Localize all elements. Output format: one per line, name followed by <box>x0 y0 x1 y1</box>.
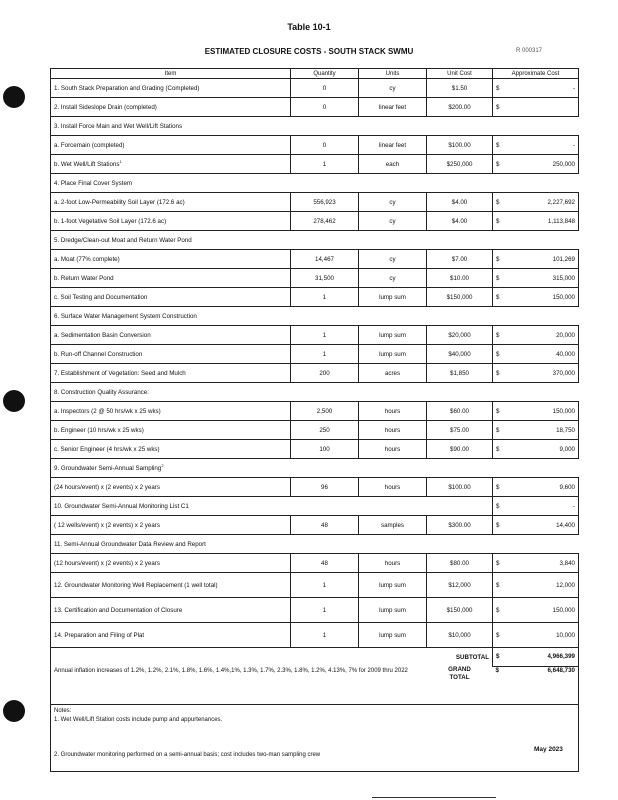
units-cell: lump sum <box>359 345 427 364</box>
approx-cost-cell: $ 20,000 <box>493 326 579 345</box>
approx-cost-cell: $ 9,600 <box>493 478 579 497</box>
table-row <box>51 250 579 269</box>
item-cell: b. Run-off Channel Construction <box>51 345 291 364</box>
quantity-cell: 2,500 <box>291 402 359 421</box>
item-cell: a. Forcemain (completed) <box>51 136 291 155</box>
item-cell: a. Inspectors (2 @ 50 hrs/wk x 25 wks) <box>51 402 291 421</box>
units-cell: hours <box>359 478 427 497</box>
quantity-cell: 200 <box>291 364 359 383</box>
quantity-cell: 250 <box>291 421 359 440</box>
units-cell: cy <box>359 212 427 231</box>
table-row <box>51 269 579 288</box>
quantity-cell: 556,923 <box>291 193 359 212</box>
unit-cost-cell: $10,000 <box>427 623 493 648</box>
item-cell: 13. Certification and Documentation of Closure <box>51 598 291 623</box>
approx-cost-cell: $ - <box>493 497 579 516</box>
notes-block <box>51 705 579 772</box>
table-header-row <box>51 69 579 79</box>
unit-cost-cell: $80.00 <box>427 554 493 573</box>
units-cell: lump sum <box>359 326 427 345</box>
unit-cost-cell: $150,000 <box>427 598 493 623</box>
units-cell: samples <box>359 516 427 535</box>
section-label: 5. Dredge/Clean-out Moat and Return Water Pond <box>51 231 579 250</box>
quantity-cell: 14,467 <box>291 250 359 269</box>
unit-cost-cell: $300.00 <box>427 516 493 535</box>
table-row <box>51 516 579 535</box>
unit-cost-cell: $20,000 <box>427 326 493 345</box>
subtotal-row <box>51 648 579 667</box>
header-approx-cost: Approximate Cost <box>493 69 579 79</box>
inflation-note: Annual inflation increases of 1.2%, 1.2%, 2.1%, 1.8%, 1.6%, 1.4%,1%, 1.3%, 1.7%, 2.3%, 1.8%, 1.2%, 4.13%, 7% for 2009 thru 2022 <box>51 666 427 705</box>
unit-cost-cell: $150,000 <box>427 288 493 307</box>
document-number: R 000317 <box>516 48 543 54</box>
approx-cost-cell: $ 1,113,848 <box>493 212 579 231</box>
quantity-cell: 48 <box>291 516 359 535</box>
quantity-cell: 1 <box>291 598 359 623</box>
section-label: 4. Place Final Cover System <box>51 174 579 193</box>
units-cell: cy <box>359 79 427 98</box>
approx-cost-cell: $ 150,000 <box>493 598 579 623</box>
approx-cost-cell: $ - <box>493 79 579 98</box>
unit-cost-cell: $100.00 <box>427 478 493 497</box>
unit-cost-cell: $10.00 <box>427 269 493 288</box>
units-cell: hours <box>359 402 427 421</box>
units-cell: lump sum <box>359 288 427 307</box>
approx-cost-cell: $ 3,840 <box>493 554 579 573</box>
page-title: Table 10-1 <box>287 22 331 32</box>
item-cell: a. Moat (77% complete) <box>51 250 291 269</box>
header-units: Units <box>359 69 427 79</box>
table-row <box>51 193 579 212</box>
item-cell: 1. South Stack Preparation and Grading (Completed) <box>51 79 291 98</box>
item-cell: ( 12 wells/event) x (2 events) x 2 years <box>51 516 291 535</box>
quantity-cell: 1 <box>291 326 359 345</box>
item-cell: 14. Preparation and Filing of Plat <box>51 623 291 648</box>
table-row <box>51 573 579 598</box>
unit-cost-cell: $75.00 <box>427 421 493 440</box>
item-cell: b. Return Water Pond <box>51 269 291 288</box>
header-item: Item <box>51 69 291 79</box>
note-2: 2. Groundwater monitoring performed on a semi-annual basis; cost includes two-man sampling crew <box>54 752 321 758</box>
unit-cost-cell: $1,850 <box>427 364 493 383</box>
units-cell: cy <box>359 193 427 212</box>
table-body <box>51 79 579 648</box>
quantity-cell: 48 <box>291 554 359 573</box>
table-row <box>51 364 579 383</box>
item-cell: c. Soil Testing and Documentation <box>51 288 291 307</box>
item-cell: (12 hours/event) x (2 events) x 2 years <box>51 554 291 573</box>
approx-cost-cell: $ 315,000 <box>493 269 579 288</box>
approx-cost-cell: $ 370,000 <box>493 364 579 383</box>
section-label: 11. Semi-Annual Groundwater Data Review and Report <box>51 535 579 554</box>
quantity-cell: 278,462 <box>291 212 359 231</box>
header-unit-cost: Unit Cost <box>427 69 493 79</box>
footer-date: May 2023 <box>534 746 563 753</box>
units-cell: each <box>359 155 427 174</box>
table-row <box>51 478 579 497</box>
units-cell: lump sum <box>359 623 427 648</box>
approx-cost-cell: $ 10,000 <box>493 623 579 648</box>
units-cell: hours <box>359 421 427 440</box>
item-cell: c. Senior Engineer (4 hrs/wk x 25 wks) <box>51 440 291 459</box>
approx-cost-cell: $ 18,750 <box>493 421 579 440</box>
closure-costs-table <box>50 68 579 772</box>
item-cell: b. Wet Well/Lift Stations$^1$ <box>51 155 291 174</box>
note-1: 1. Wet Well/Lift Station costs include pump and appurtenances. <box>54 717 223 723</box>
table-row <box>51 440 579 459</box>
unit-cost-cell: $250,000 <box>427 155 493 174</box>
unit-cost-cell: $4.00 <box>427 193 493 212</box>
hole-punch-mark <box>3 390 25 412</box>
section-row <box>51 383 579 402</box>
table-row <box>51 623 579 648</box>
section-row <box>51 535 579 554</box>
unit-cost-cell: $200.00 <box>427 98 493 117</box>
table-row <box>51 598 579 623</box>
section-row <box>51 231 579 250</box>
section-row <box>51 117 579 136</box>
table-row <box>51 79 579 98</box>
quantity-cell: 0 <box>291 79 359 98</box>
section-label: 8. Construction Quality Assurance: <box>51 383 579 402</box>
table-row <box>51 155 579 174</box>
table-row <box>51 554 579 573</box>
section-row <box>51 307 579 326</box>
item-cell: (24 hours/event) x (2 events) x 2 years <box>51 478 291 497</box>
table-row <box>51 345 579 364</box>
quantity-cell: 0 <box>291 98 359 117</box>
section-label: 10. Groundwater Semi-Annual Monitoring List C1 <box>51 497 493 516</box>
approx-cost-cell: $ 101,269 <box>493 250 579 269</box>
table-subtitle: ESTIMATED CLOSURE COSTS - SOUTH STACK SWMU <box>204 47 414 56</box>
units-cell: hours <box>359 440 427 459</box>
units-cell: lump sum <box>359 573 427 598</box>
approx-cost-cell: $ - <box>493 136 579 155</box>
units-cell: linear feet <box>359 98 427 117</box>
quantity-cell: 1 <box>291 573 359 598</box>
table-row <box>51 288 579 307</box>
approx-cost-cell: $ <box>493 98 579 117</box>
quantity-cell: 1 <box>291 345 359 364</box>
section-label: 3. Install Force Main and Wet Well/Lift Stations <box>51 117 579 136</box>
header-quantity: Quantity <box>291 69 359 79</box>
approx-cost-cell: $ 150,000 <box>493 402 579 421</box>
approx-cost-cell: $ 14,400 <box>493 516 579 535</box>
table-row <box>51 402 579 421</box>
subtotal-value: $ 4,966,399 <box>493 648 579 667</box>
section-label: 9. Groundwater Semi-Annual Sampling$^2$ <box>51 459 579 478</box>
table-row <box>51 421 579 440</box>
unit-cost-cell: $1.50 <box>427 79 493 98</box>
section-row <box>51 459 579 478</box>
quantity-cell: 1 <box>291 288 359 307</box>
approx-cost-cell: $ 9,000 <box>493 440 579 459</box>
quantity-cell: 1 <box>291 155 359 174</box>
notes-row <box>51 705 579 772</box>
item-cell: 12. Groundwater Monitoring Well Replacement (1 well total) <box>51 573 291 598</box>
section-row <box>51 497 579 516</box>
item-cell: b. Engineer (10 hrs/wk x 25 wks) <box>51 421 291 440</box>
table-row <box>51 212 579 231</box>
unit-cost-cell: $4.00 <box>427 212 493 231</box>
unit-cost-cell: $7.00 <box>427 250 493 269</box>
unit-cost-cell: $12,000 <box>427 573 493 598</box>
grand-total-value: $ 6,648,730 <box>493 666 579 705</box>
item-cell: 7. Establishment of Vegetation: Seed and Mulch <box>51 364 291 383</box>
unit-cost-cell: $90.00 <box>427 440 493 459</box>
item-cell: b. 1-foot Vegetative Soil Layer (172.6 ac) <box>51 212 291 231</box>
section-label: 6. Surface Water Management System Construction <box>51 307 579 326</box>
units-cell: cy <box>359 269 427 288</box>
approx-cost-cell: $ 150,000 <box>493 288 579 307</box>
item-cell: a. Sedimentation Basin Conversion <box>51 326 291 345</box>
grand-total-label: GRAND TOTAL <box>448 666 471 681</box>
approx-cost-cell: $ 250,000 <box>493 155 579 174</box>
quantity-cell: 1 <box>291 623 359 648</box>
units-cell: linear feet <box>359 136 427 155</box>
approx-cost-cell: $ 12,000 <box>493 573 579 598</box>
approx-cost-cell: $ 2,227,692 <box>493 193 579 212</box>
hole-punch-mark <box>3 700 25 722</box>
unit-cost-cell: $100.00 <box>427 136 493 155</box>
units-cell: hours <box>359 554 427 573</box>
section-row <box>51 174 579 193</box>
quantity-cell: 96 <box>291 478 359 497</box>
item-cell: a. 2-foot Low-Permeability Soil Layer (172.6 ac) <box>51 193 291 212</box>
quantity-cell: 0 <box>291 136 359 155</box>
table-row <box>51 136 579 155</box>
unit-cost-cell: $40,000 <box>427 345 493 364</box>
signature-line <box>372 797 496 798</box>
subtotal-label: SUBTOTAL <box>455 653 489 661</box>
item-cell: 2. Install Sideslope Drain (completed) <box>51 98 291 117</box>
approx-cost-cell: $ 40,000 <box>493 345 579 364</box>
quantity-cell: 100 <box>291 440 359 459</box>
grand-total-row <box>51 666 579 705</box>
quantity-cell: 31,500 <box>291 269 359 288</box>
units-cell: acres <box>359 364 427 383</box>
hole-punch-mark <box>3 86 25 108</box>
units-cell: cy <box>359 250 427 269</box>
table-row <box>51 98 579 117</box>
table-row <box>51 326 579 345</box>
units-cell: lump sum <box>359 598 427 623</box>
unit-cost-cell: $60.00 <box>427 402 493 421</box>
notes-heading: Notes: <box>54 708 72 714</box>
